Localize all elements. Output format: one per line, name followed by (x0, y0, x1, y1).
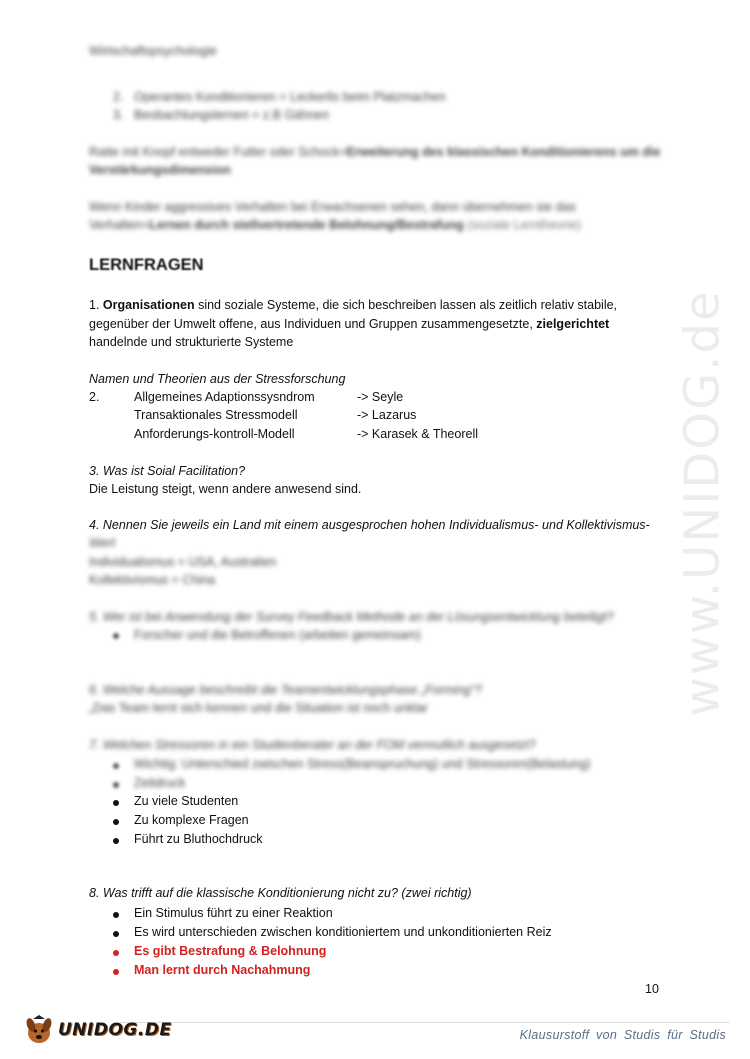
watermark-text: www.UNIDOG.de (674, 289, 731, 717)
bullet-dot (113, 838, 119, 844)
stress-model: Transaktionales Stressmodell (134, 408, 298, 422)
q7-blurred-bullet: Zeitdruck (134, 776, 186, 790)
q3-answer: Die Leistung steigt, wenn andere anwesend sind. (89, 482, 362, 496)
bullet-dot (113, 819, 119, 825)
section-heading: LERNFRAGEN (89, 256, 204, 274)
q8-question: 8. Was trifft auf die klassische Konditionierung nicht zu? (zwei richtig) (89, 886, 472, 900)
footer-logo (22, 1013, 172, 1047)
bullet-dot (113, 782, 119, 788)
q2-question: Namen und Theorien aus der Stressforschung (89, 372, 346, 386)
q5-question: 5. Wer ist bei Anwendung der Survey Feedback Methode an der Lösungsentwicklung beteiligt? (89, 610, 614, 624)
q6-answer: „Das Team lernt sich kennen und die Situation ist noch unklar (89, 701, 428, 715)
q7-question: 7. Welchen Stressoren in ein Studienberater an der FOM vermutlich ausgesetzt? (89, 738, 536, 752)
q8-bullet: Es wird unterschieden zwischen konditioniertem und unkonditionierten Reiz (134, 925, 552, 939)
q1-line: handelnde und strukturierte Systeme (89, 335, 294, 349)
page-number: 10 (645, 982, 659, 996)
q7-blurred-bullet: Wichtig: Unterschied zwischen Stress(Beanspruchung) und Stressoren(Belastung) (134, 757, 591, 771)
stress-model-author: -> Seyle (357, 390, 404, 404)
q8-answer: Es gibt Bestrafung & Belohnung (134, 944, 327, 958)
subject-line: Wirtschaftspsychologie (89, 44, 217, 58)
stress-model-author: -> Karasek & Theorell (357, 427, 479, 441)
list-item: Beobachtungslernen = z.B Gähnen (134, 108, 329, 122)
q2-number: 2. (89, 390, 100, 404)
bullet-dot-red (113, 950, 119, 956)
paragraph-line: Ratte mit Knopf entweder Futter oder Schock=Erweiterung des klassischen Konditionierens um die (89, 145, 661, 159)
bullet-dot-red (113, 969, 119, 975)
stress-model: Anforderungs-kontroll-Modell (134, 427, 295, 441)
footer-tagline: Klausurstoff von Studis für Studis (519, 1028, 726, 1042)
paragraph-line: Verhalten=Lernen durch stellvertretende Belohnung/Bestrafung (soziale Lerntheorie) (89, 218, 582, 232)
list-item-number: 2. (113, 90, 124, 104)
bullet-dot (113, 633, 119, 639)
q3-question: 3. Was ist Soial Facilitation? (89, 464, 246, 478)
q4-answer: Individualismus = USA, Australien (89, 555, 277, 569)
bullet-dot (113, 800, 119, 806)
stress-model: Allgemeines Adaptionssysndrom (134, 390, 315, 404)
footer-divider (120, 1022, 730, 1023)
stress-model-author: -> Lazarus (357, 408, 417, 422)
bullet-dot (113, 912, 119, 918)
bullet-dot (113, 763, 119, 769)
dog-icon (22, 1013, 56, 1047)
list-item: Operantes Konditionieren = Leckerlis beim Platzmachen (134, 90, 446, 104)
q4-answer: Kollektivismus = China (89, 573, 216, 587)
q4-question: 4. Nennen Sie jeweils ein Land mit einem ausgesprochen hohen Individualismus- und Kollektivismus- (89, 518, 650, 532)
paragraph-line: Verstärkungsdimension (89, 163, 231, 177)
q4-question-cont: Wert (89, 536, 116, 550)
q5-bullet: Forscher und die Betroffenen (arbeiten gemeinsam) (134, 628, 421, 642)
q7-bullet: Zu viele Studenten (134, 794, 239, 808)
bullet-dot (113, 931, 119, 937)
q1-line: 1. Organisationen sind soziale Systeme, die sich beschreiben lassen als zeitlich relativ stabile, (89, 298, 618, 312)
q1-line: gegenüber der Umwelt offene, aus Individuen und Gruppen zusammengesetzte, zielgerichtet (89, 317, 610, 331)
q6-question: 6. Welche Aussage beschreibt die Teamentwicklungsphase „Forming“? (89, 683, 482, 697)
q7-bullet: Führt zu Bluthochdruck (134, 832, 263, 846)
paragraph-line: Wenn Kinder aggressives Verhalten bei Erwachsenen sehen, dann übernehmen sie das (89, 200, 576, 214)
logo-text: UNIDOG.DE (58, 1020, 172, 1040)
q8-bullet: Ein Stimulus führt zu einer Reaktion (134, 906, 333, 920)
q8-answer: Man lernt durch Nachahmung (134, 963, 311, 977)
watermark (672, 268, 732, 738)
q7-bullet: Zu komplexe Fragen (134, 813, 249, 827)
list-item-number: 3. (113, 108, 124, 122)
